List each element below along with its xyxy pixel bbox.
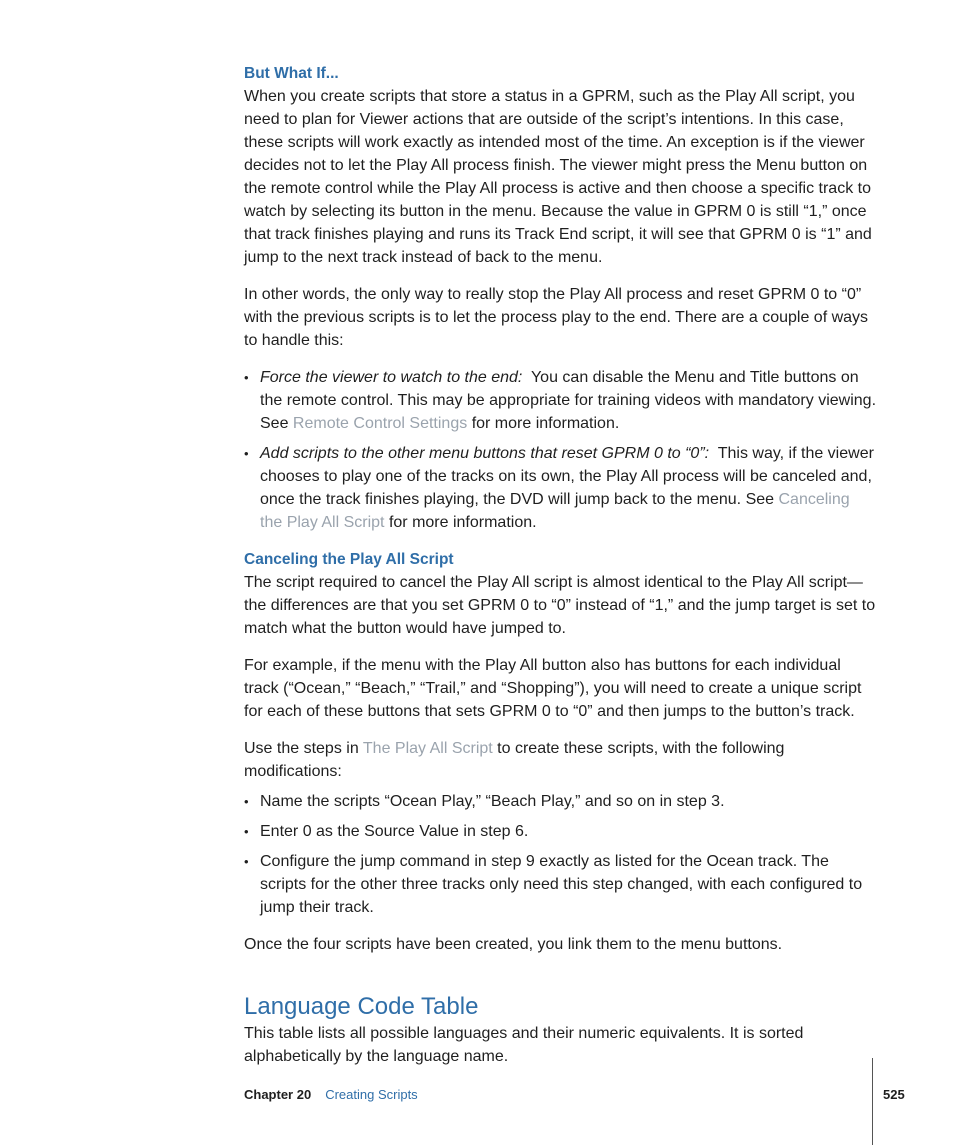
- link-the-play-all-script[interactable]: The Play All Script: [362, 740, 493, 757]
- para-text: to create these scripts, with the following modifications:: [244, 740, 785, 780]
- paragraph-language: This table lists all possible languages and their numeric equivalents. It is sorted alphabetically by the language name.: [244, 1025, 804, 1065]
- bullet-text: This way, if the viewer chooses to play one of the tracks on its own, the Play All process will be canceled and, once the track finishes playing, the DVD will jump back to the menu. See: [260, 445, 874, 508]
- page-content: [244, 60, 876, 1082]
- bullet-after: for more information.: [388, 514, 537, 531]
- footer-divider: [872, 1058, 873, 1145]
- paragraph-canceling-4: Once the four scripts have been created, you link them to the menu buttons.: [244, 936, 783, 953]
- section-title-language-code-table: Language Code Table: [244, 993, 479, 1020]
- paragraph-but-what-if-2: In other words, the only way to really stop the Play All process and reset GPRM 0 to “0” with the previous scripts is to let the process play to the end. There are a couple of ways to handle this:: [244, 286, 869, 349]
- list-item: [244, 366, 876, 435]
- bullet-term: Add scripts to the other menu buttons that reset GPRM 0 to “0”:: [260, 445, 710, 462]
- modifications-list: [244, 790, 876, 919]
- heading-canceling: Canceling the Play All Script: [244, 551, 454, 568]
- list-item: • Name the scripts “Ocean Play,” “Beach Play,” and so on in step 3.: [244, 790, 876, 813]
- link-canceling-play-all-script[interactable]: Canceling the Play All Script: [260, 491, 850, 531]
- options-list: [244, 366, 876, 534]
- para-text: Use the steps in: [244, 740, 359, 757]
- footer-chapter: Chapter 20: [244, 1087, 312, 1102]
- page-number: 525: [883, 1087, 905, 1102]
- page-footer: [244, 1086, 418, 1104]
- bullet-text: You can disable the Menu and Title buttons on the remote control. This may be appropriate for training videos with mandatory viewing. See: [260, 369, 877, 432]
- link-remote-control-settings[interactable]: Remote Control Settings: [292, 415, 468, 432]
- list-item: • Configure the jump command in step 9 exactly as listed for the Ocean track. The scripts for the other three tracks only need this step changed, with each configured to jump their track.: [244, 850, 876, 919]
- footer-chapter-title-link[interactable]: Creating Scripts: [325, 1087, 418, 1102]
- list-item: [244, 442, 876, 534]
- paragraph-canceling-3: [244, 737, 876, 783]
- paragraph-but-what-if-1: When you create scripts that store a status in a GPRM, such as the Play All script, you need to plan for Viewer actions that are outside of the script’s intentions. In this case, these scripts will work exactly as intended most of the time. An exception is if the viewer decides not to let the Play All process finish. The viewer might press the Menu button on the remote control while the Play All process is active and then choose a specific track to watch by selecting its button in the menu. Because the value in GPRM 0 is still “1,” once that track finishes playing and runs its Track End script, it will see that GPRM 0 is “1” and jump to the next track instead of back to the menu.: [244, 88, 872, 266]
- heading-but-what-if: But What If...: [244, 65, 339, 82]
- bullet-after: for more information.: [471, 415, 620, 432]
- paragraph-canceling-1: The script required to cancel the Play All script is almost identical to the Play All script—the differences are that you set GPRM 0 to “0” instead of “1,” and the jump target is set to match what the button would have jumped to.: [244, 574, 876, 637]
- list-item: • Enter 0 as the Source Value in step 6.: [244, 820, 876, 843]
- bullet-term: Force the viewer to watch to the end:: [260, 369, 523, 386]
- paragraph-canceling-2: For example, if the menu with the Play All button also has buttons for each individual track (“Ocean,” “Beach,” “Trail,” and “Shopping”), you will need to create a unique script for each of these buttons that sets GPRM 0 to “0” and then jumps to the button’s track.: [244, 657, 862, 720]
